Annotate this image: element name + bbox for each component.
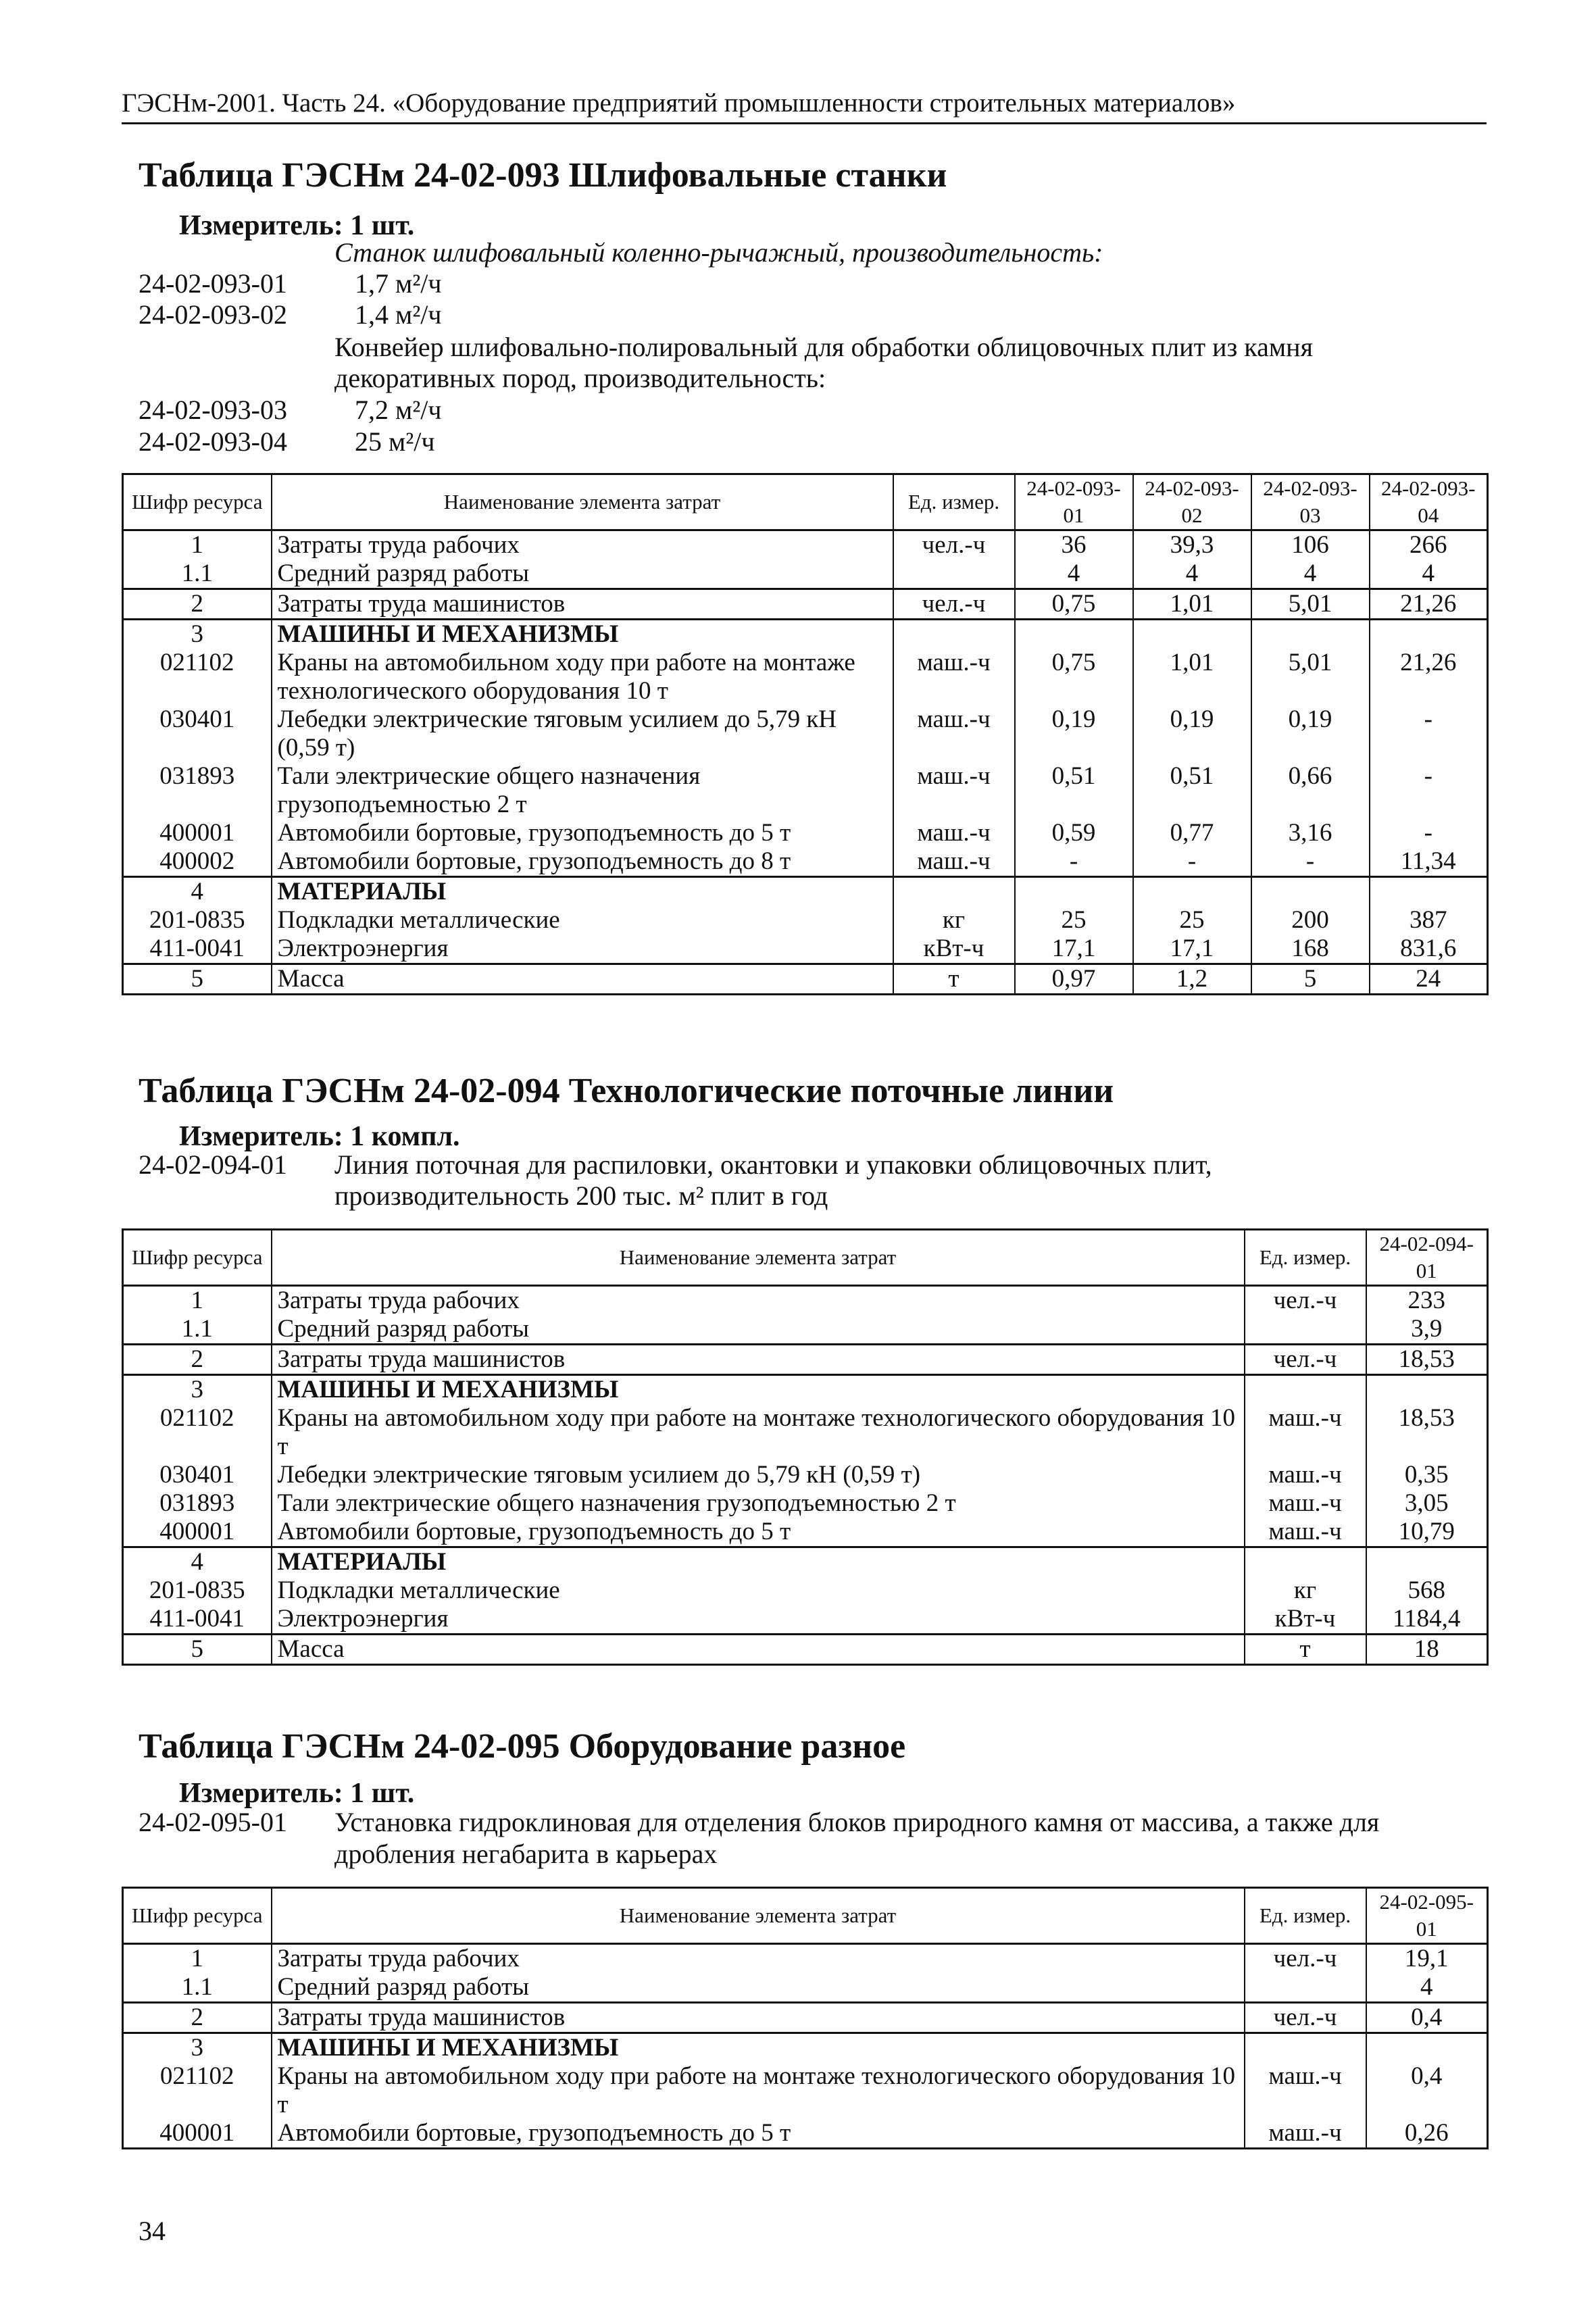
cell-code: 3: [123, 2033, 272, 2063]
cell-name: Затраты труда рабочих: [272, 1944, 1245, 1974]
table-row: [123, 1944, 1488, 1974]
col-header-code: Шифр ресурса: [123, 1230, 272, 1286]
cell-name: Лебедки электрические тяговым усилием до 5,79 кН (0,59 т): [272, 705, 893, 762]
desc-line: производительность 200 тыс. м² плит в год: [334, 1180, 828, 1211]
cell-unit: кВт-ч: [893, 935, 1015, 964]
cell-code: 1: [123, 1286, 272, 1316]
cell-value: 0,19: [1133, 705, 1251, 762]
cell-value: 0,59: [1015, 819, 1133, 847]
table1-title: Таблица ГЭСНм 24-02-093 Шлифовальные станки: [139, 156, 947, 195]
desc-line: 7,2 м²/ч: [355, 395, 442, 425]
cell-unit: чел.-ч: [1245, 1345, 1366, 1375]
cell-value: 19,1: [1366, 1944, 1488, 1974]
table-row: [123, 2003, 1488, 2033]
cell-value: 0,4: [1366, 2003, 1488, 2033]
col-header-code: Шифр ресурса: [123, 474, 272, 530]
cell-code: 030401: [123, 1461, 272, 1489]
cell-name: Подкладки металлические: [272, 906, 893, 935]
cell-value: [1133, 620, 1251, 649]
cell-value: 387: [1370, 906, 1488, 935]
cell-name: Средний разряд работы: [272, 1315, 1245, 1345]
cell-value: 11,34: [1370, 847, 1488, 877]
cell-name: Масса: [272, 964, 893, 995]
desc-line: 1,4 м²/ч: [355, 299, 442, 330]
cell-unit: кг: [893, 906, 1015, 935]
cell-value: 1,01: [1133, 589, 1251, 620]
cell-value: 3,05: [1366, 1489, 1488, 1518]
cell-unit: маш.-ч: [893, 819, 1015, 847]
cell-name: МАТЕРИАЛЫ: [272, 1547, 1245, 1577]
cell-value: 568: [1366, 1576, 1488, 1605]
cell-value: 0,66: [1251, 762, 1370, 819]
cell-name: МАТЕРИАЛЫ: [272, 877, 893, 907]
cell-code: 5: [123, 1635, 272, 1665]
cell-value: 106: [1251, 530, 1370, 560]
cell-code: 5: [123, 964, 272, 995]
cell-code: 3: [123, 620, 272, 649]
table-row: [123, 705, 1488, 762]
cell-value: -: [1370, 705, 1488, 762]
cell-value: 0,97: [1015, 964, 1133, 995]
cell-value: 21,26: [1370, 589, 1488, 620]
table-row: [123, 589, 1488, 620]
cell-value: 3,9: [1366, 1315, 1488, 1345]
cell-value: 25: [1133, 906, 1251, 935]
cell-value: [1366, 1547, 1488, 1577]
cell-value: 4: [1366, 1973, 1488, 2003]
cell-name: Средний разряд работы: [272, 559, 893, 589]
cell-unit: маш.-ч: [893, 847, 1015, 877]
cell-unit: [1245, 1315, 1366, 1345]
desc-line: Станок шлифовальный коленно-рычажный, производительность:: [334, 237, 1103, 268]
cell-unit: [1245, 1375, 1366, 1405]
cell-value: -: [1251, 847, 1370, 877]
cell-unit: чел.-ч: [1245, 2003, 1366, 2033]
cell-value: 0,77: [1133, 819, 1251, 847]
table-row: [123, 1635, 1488, 1665]
cell-value: 25: [1015, 906, 1133, 935]
cell-value: [1015, 877, 1133, 907]
cell-unit: т: [893, 964, 1015, 995]
cell-name: МАШИНЫ И МЕХАНИЗМЫ: [272, 2033, 1245, 2063]
desc-line: 1,7 м²/ч: [355, 268, 442, 299]
cell-unit: чел.-ч: [1245, 1286, 1366, 1316]
cell-name: Затраты труда рабочих: [272, 1286, 1245, 1316]
cell-value: [1015, 620, 1133, 649]
cell-value: 5: [1251, 964, 1370, 995]
cell-name: Электроэнергия: [272, 935, 893, 964]
cell-code: 030401: [123, 705, 272, 762]
desc-line: декоративных пород, производительность:: [334, 363, 826, 393]
cell-value: 0,51: [1015, 762, 1133, 819]
table-row: [123, 1461, 1488, 1489]
cell-name: Затраты труда рабочих: [272, 530, 893, 560]
cell-name: Краны на автомобильном ходу при работе на монтаже технологического оборудования 10 т: [272, 1404, 1245, 1461]
cell-value: [1370, 620, 1488, 649]
col-header-norm: 24-02-093-01: [1015, 474, 1133, 530]
cell-code: 2: [123, 2003, 272, 2033]
cell-value: [1133, 877, 1251, 907]
col-header-norm: 24-02-095-01: [1366, 1888, 1488, 1944]
cell-code: 021102: [123, 1404, 272, 1461]
cell-value: 0,4: [1366, 2062, 1488, 2119]
cell-value: [1370, 877, 1488, 907]
cell-code: 2: [123, 1345, 272, 1375]
cell-code: 4: [123, 1547, 272, 1577]
cell-value: 200: [1251, 906, 1370, 935]
cell-code: 1: [123, 1944, 272, 1974]
col-header-unit: Ед. измер.: [893, 474, 1015, 530]
cell-name: Затраты труда машинистов: [272, 589, 893, 620]
col-header-norm: 24-02-093-03: [1251, 474, 1370, 530]
cell-code: 400002: [123, 847, 272, 877]
cell-value: 18,53: [1366, 1404, 1488, 1461]
desc-code: 24-02-093-04: [139, 426, 287, 457]
cell-unit: [893, 559, 1015, 589]
cell-code: 3: [123, 1375, 272, 1405]
cell-value: [1366, 2033, 1488, 2063]
cell-name: Автомобили бортовые, грузоподъемность до 5 т: [272, 1518, 1245, 1547]
cell-unit: [893, 877, 1015, 907]
cell-name: Краны на автомобильном ходу при работе на монтаже технологического оборудования 10 т: [272, 2062, 1245, 2119]
cell-name: Автомобили бортовые, грузоподъемность до 5 т: [272, 2119, 1245, 2149]
cell-unit: маш.-ч: [1245, 1461, 1366, 1489]
cell-unit: [1245, 1547, 1366, 1577]
col-header-unit: Ед. измер.: [1245, 1888, 1366, 1944]
table-row: [123, 530, 1488, 560]
cell-value: -: [1133, 847, 1251, 877]
desc-code: 24-02-093-01: [139, 268, 287, 299]
cell-unit: маш.-ч: [893, 649, 1015, 705]
cell-code: 1.1: [123, 559, 272, 589]
cell-unit: чел.-ч: [893, 530, 1015, 560]
desc-code: 24-02-093-03: [139, 395, 287, 425]
col-header-code: Шифр ресурса: [123, 1888, 272, 1944]
cell-value: 3,16: [1251, 819, 1370, 847]
cell-code: 021102: [123, 649, 272, 705]
cell-unit: [893, 620, 1015, 649]
cell-value: 10,79: [1366, 1518, 1488, 1547]
table-row: [123, 1605, 1488, 1635]
cell-unit: маш.-ч: [893, 705, 1015, 762]
cell-name: Подкладки металлические: [272, 1576, 1245, 1605]
cell-name: Затраты труда машинистов: [272, 1345, 1245, 1375]
col-header-norm: 24-02-094-01: [1366, 1230, 1488, 1286]
cell-value: 5,01: [1251, 649, 1370, 705]
resource-table-094: [122, 1228, 1489, 1666]
cell-value: 1184,4: [1366, 1605, 1488, 1635]
cell-code: 1.1: [123, 1973, 272, 2003]
cell-value: 0,19: [1251, 705, 1370, 762]
cell-value: 233: [1366, 1286, 1488, 1316]
resource-table-093: [122, 473, 1489, 995]
cell-name: Электроэнергия: [272, 1605, 1245, 1635]
cell-value: 1,01: [1133, 649, 1251, 705]
table-row: [123, 1518, 1488, 1547]
cell-code: 1: [123, 530, 272, 560]
table-row: [123, 1345, 1488, 1375]
table-row: [123, 877, 1488, 907]
cell-code: 021102: [123, 2062, 272, 2119]
table-row: [123, 2062, 1488, 2119]
table-row: [123, 1404, 1488, 1461]
cell-value: 17,1: [1015, 935, 1133, 964]
desc-line: дробления негабарита в карьерах: [334, 1839, 718, 1869]
cell-name: Краны на автомобильном ходу при работе на монтаже технологического оборудования 10 т: [272, 649, 893, 705]
desc-code: 24-02-095-01: [139, 1807, 287, 1837]
cell-name: Средний разряд работы: [272, 1973, 1245, 2003]
col-header-unit: Ед. измер.: [1245, 1230, 1366, 1286]
cell-value: 24: [1370, 964, 1488, 995]
cell-unit: кВт-ч: [1245, 1605, 1366, 1635]
cell-value: 4: [1251, 559, 1370, 589]
cell-value: [1251, 877, 1370, 907]
cell-unit: маш.-ч: [1245, 2062, 1366, 2119]
table-row: [123, 819, 1488, 847]
cell-value: 17,1: [1133, 935, 1251, 964]
cell-name: Тали электрические общего назначения грузоподъемностью 2 т: [272, 762, 893, 819]
cell-name: Затраты труда машинистов: [272, 2003, 1245, 2033]
table-row: [123, 1973, 1488, 2003]
cell-name: Масса: [272, 1635, 1245, 1665]
table-row: [123, 620, 1488, 649]
cell-name: Тали электрические общего назначения грузоподъемностью 2 т: [272, 1489, 1245, 1518]
cell-code: 1.1: [123, 1315, 272, 1345]
table-row: [123, 762, 1488, 819]
desc-line: 25 м²/ч: [355, 426, 435, 457]
cell-unit: кг: [1245, 1576, 1366, 1605]
cell-unit: [1245, 1973, 1366, 2003]
table-row: [123, 1576, 1488, 1605]
cell-unit: чел.-ч: [1245, 1944, 1366, 1974]
table2-measure: Измеритель: 1 компл.: [179, 1121, 460, 1152]
resource-table-095: [122, 1887, 1489, 2149]
table-row: [123, 847, 1488, 877]
table-row: [123, 1489, 1488, 1518]
cell-value: 18: [1366, 1635, 1488, 1665]
col-header-name: Наименование элемента затрат: [272, 474, 893, 530]
cell-value: 168: [1251, 935, 1370, 964]
cell-name: МАШИНЫ И МЕХАНИЗМЫ: [272, 620, 893, 649]
table-row: [123, 906, 1488, 935]
cell-value: 0,75: [1015, 649, 1133, 705]
cell-value: 0,51: [1133, 762, 1251, 819]
table-row: [123, 649, 1488, 705]
cell-code: 031893: [123, 762, 272, 819]
table-row: [123, 2033, 1488, 2063]
cell-code: 400001: [123, 2119, 272, 2149]
desc-line: Линия поточная для распиловки, окантовки и упаковки облицовочных плит,: [334, 1149, 1212, 1180]
cell-code: 411-0041: [123, 935, 272, 964]
desc-code: 24-02-093-02: [139, 299, 287, 330]
cell-code: 4: [123, 877, 272, 907]
cell-value: -: [1370, 762, 1488, 819]
desc-code: 24-02-094-01: [139, 1149, 287, 1180]
cell-value: 831,6: [1370, 935, 1488, 964]
cell-value: [1366, 1375, 1488, 1405]
cell-unit: маш.-ч: [1245, 1518, 1366, 1547]
cell-value: [1251, 620, 1370, 649]
cell-code: 411-0041: [123, 1605, 272, 1635]
table-row: [123, 1547, 1488, 1577]
table1-measure: Измеритель: 1 шт.: [179, 210, 415, 241]
cell-value: 18,53: [1366, 1345, 1488, 1375]
col-header-norm: 24-02-093-02: [1133, 474, 1251, 530]
running-head: ГЭСНм-2001. Часть 24. «Оборудование предприятий промышленности строительных материалов»: [122, 88, 1487, 124]
cell-code: 201-0835: [123, 906, 272, 935]
cell-value: -: [1015, 847, 1133, 877]
table3-title: Таблица ГЭСНм 24-02-095 Оборудование разное: [139, 1727, 906, 1766]
cell-unit: чел.-ч: [893, 589, 1015, 620]
cell-value: 5,01: [1251, 589, 1370, 620]
cell-unit: маш.-ч: [1245, 1404, 1366, 1461]
cell-unit: маш.-ч: [893, 762, 1015, 819]
cell-name: Автомобили бортовые, грузоподъемность до 8 т: [272, 847, 893, 877]
table-row: [123, 935, 1488, 964]
table-row: [123, 559, 1488, 589]
cell-code: 031893: [123, 1489, 272, 1518]
cell-value: 21,26: [1370, 649, 1488, 705]
cell-value: 0,75: [1015, 589, 1133, 620]
cell-value: 0,35: [1366, 1461, 1488, 1489]
cell-code: 400001: [123, 1518, 272, 1547]
cell-name: МАШИНЫ И МЕХАНИЗМЫ: [272, 1375, 1245, 1405]
col-header-name: Наименование элемента затрат: [272, 1888, 1245, 1944]
table-row: [123, 1286, 1488, 1316]
cell-unit: маш.-ч: [1245, 1489, 1366, 1518]
desc-line: Конвейер шлифовально-полировальный для обработки облицовочных плит из камня: [334, 332, 1313, 362]
cell-value: 0,19: [1015, 705, 1133, 762]
cell-unit: маш.-ч: [1245, 2119, 1366, 2149]
cell-code: 400001: [123, 819, 272, 847]
col-header-name: Наименование элемента затрат: [272, 1230, 1245, 1286]
cell-value: -: [1370, 819, 1488, 847]
cell-value: 4: [1015, 559, 1133, 589]
cell-name: Лебедки электрические тяговым усилием до 5,79 кН (0,59 т): [272, 1461, 1245, 1489]
cell-value: 266: [1370, 530, 1488, 560]
cell-value: 4: [1370, 559, 1488, 589]
cell-unit: [1245, 2033, 1366, 2063]
cell-code: 201-0835: [123, 1576, 272, 1605]
cell-name: Автомобили бортовые, грузоподъемность до 5 т: [272, 819, 893, 847]
cell-value: 36: [1015, 530, 1133, 560]
page-number: 34: [139, 2216, 166, 2246]
cell-code: 2: [123, 589, 272, 620]
col-header-norm: 24-02-093-04: [1370, 474, 1488, 530]
cell-value: 0,26: [1366, 2119, 1488, 2149]
cell-value: 4: [1133, 559, 1251, 589]
desc-line: Установка гидроклиновая для отделения блоков природного камня от массива, а также для: [334, 1807, 1380, 1837]
cell-unit: т: [1245, 1635, 1366, 1665]
table3-measure: Измеритель: 1 шт.: [179, 1778, 415, 1809]
table2-title: Таблица ГЭСНм 24-02-094 Технологические поточные линии: [139, 1072, 1114, 1110]
table-row: [123, 964, 1488, 995]
table-row: [123, 1315, 1488, 1345]
cell-value: 1,2: [1133, 964, 1251, 995]
table-row: [123, 2119, 1488, 2149]
table-row: [123, 1375, 1488, 1405]
cell-value: 39,3: [1133, 530, 1251, 560]
